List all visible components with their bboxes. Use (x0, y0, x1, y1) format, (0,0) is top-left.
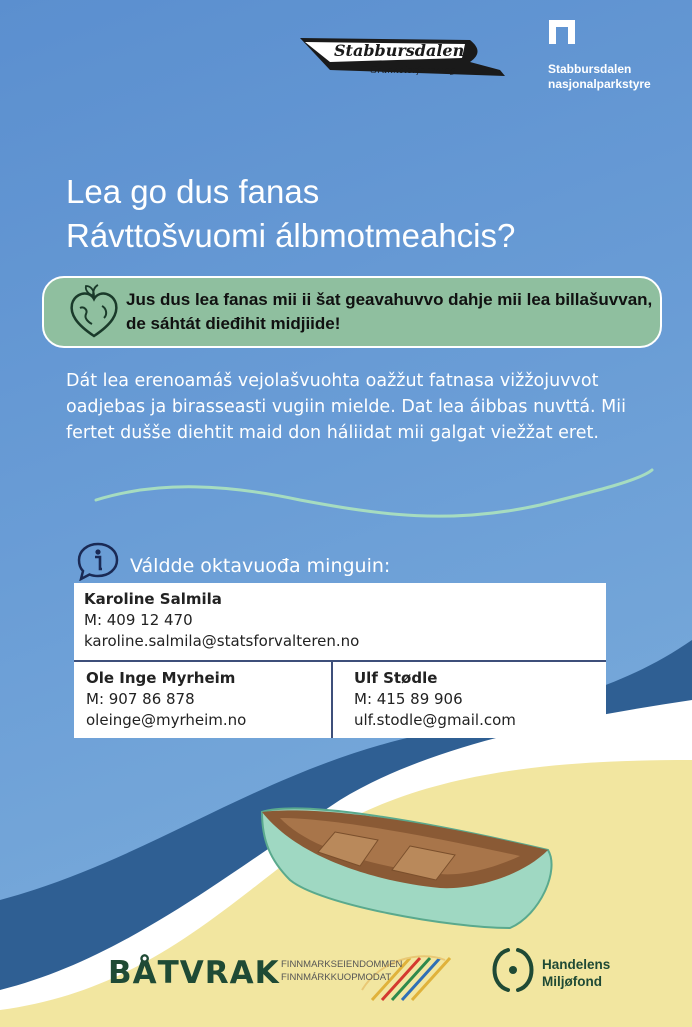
table-divider-horizontal (74, 660, 606, 662)
title-line-2: Rávttošvuomi álbmotmeahcis? (66, 217, 516, 254)
page-title (66, 170, 666, 258)
contact-email[interactable]: ulf.stodle@gmail.com (354, 711, 516, 729)
contact-name: Ole Inge Myrheim (86, 669, 236, 687)
nasjonalpark-logo-mark (549, 20, 575, 44)
nasjonalpark-line1: Stabbursdalen (548, 62, 632, 76)
nasjonalparkstyre-logo (548, 62, 651, 92)
heart-earth-icon (68, 284, 120, 344)
green-line (96, 470, 652, 516)
grunneierforening-logo (334, 41, 464, 60)
finnmark-line2: FINNMÁRKKUOPMODAT (281, 972, 392, 983)
grunneierforening-subtitle: Grunneierforening (370, 66, 456, 76)
contact-name: Ulf Stødle (354, 669, 438, 687)
contact-card (84, 589, 359, 652)
handelens-line1: Handelens (542, 957, 611, 972)
handelens-miljofond-logo (542, 956, 610, 990)
table-divider-vertical (331, 662, 333, 738)
contact-heading: Váldde oktavuođa minguin: (130, 555, 391, 577)
contact-phone: M: 415 89 906 (354, 690, 463, 708)
contact-table (74, 583, 606, 738)
title-line-1: Lea go dus fanas (66, 173, 320, 210)
contact-phone: M: 409 12 470 (84, 611, 193, 629)
callout-box (42, 276, 662, 348)
contact-card (86, 668, 246, 731)
finnmark-line1: FINNMARKSEIENDOMMEN (281, 959, 403, 970)
finnmarkseiendommen-logo (281, 958, 402, 984)
info-icon (76, 541, 120, 581)
body-paragraph: Dát lea erenoamáš vejolašvuohta oažžut fatnasa vižžojuvvot oadjebas ja birasseasti vugiin mielde. Dat lea áibbas nuvttá. Mii fertet dušše diehtit maid don háliidat mii galgat viežžat eret. (66, 371, 626, 443)
nasjonalpark-line2: nasjonalparkstyre (548, 77, 651, 91)
contact-phone: M: 907 86 878 (86, 690, 195, 708)
contact-email[interactable]: karoline.salmila@statsforvalteren.no (84, 632, 360, 650)
callout-text: Jus dus lea fanas mii ii šat geavahuvvo dahje mii lea billašuvvan, de sáhtát dieđihit midjiide! (126, 290, 653, 333)
logo-name: Stabbursdalen (334, 41, 465, 60)
batvrak-logo: BÅTVRAK (108, 955, 280, 991)
handelens-line2: Miljøfond (542, 974, 602, 989)
contact-card (354, 668, 516, 731)
contact-email[interactable]: oleinge@myrheim.no (86, 711, 247, 729)
contact-name: Karoline Salmila (84, 590, 222, 608)
